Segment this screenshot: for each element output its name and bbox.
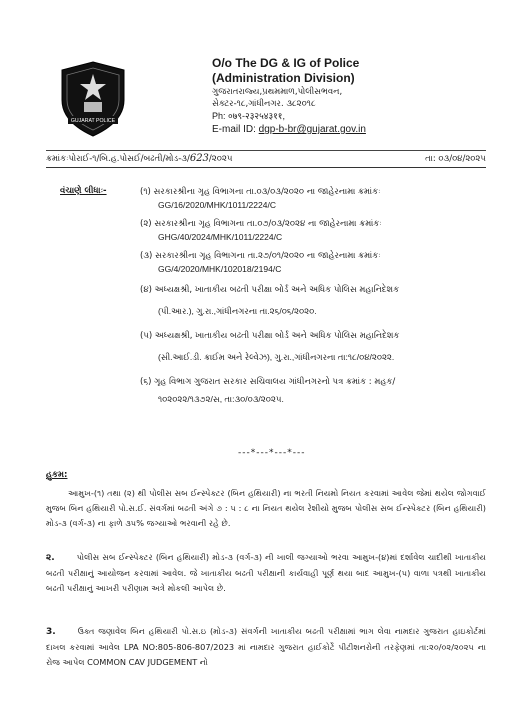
- office-name: O/o The DG & IG of Police: [212, 56, 360, 70]
- email-line: [212, 123, 502, 136]
- reference-item-continuation: ૧૦૨૦૨૨/૧૩૭૨/સ, તા:૩૦/૦૩/૨૦૨૫.: [158, 394, 284, 404]
- references-label: વંચાણે લીધાઃ-: [60, 186, 107, 196]
- reference-item-text: (૪) અધ્યક્ષશ્રી, ખાતાકીય બઢતી પરીક્ષા બોર્ડ અને અધિક પોલિસ મહાનિદેશક: [140, 285, 400, 295]
- divider-top: [46, 150, 486, 151]
- reference-date: તા: ૦૩/૦૪/૨૦૨૫: [425, 154, 486, 164]
- gujarat-police-emblem: [58, 60, 128, 138]
- reference-item-1: [140, 186, 480, 212]
- emblem-text: GUJARAT POLICE: [70, 118, 116, 124]
- reference-item-2: [140, 218, 480, 244]
- paragraph-3-number: 3.: [46, 627, 56, 637]
- paragraph-2-number: ૨.: [46, 553, 55, 563]
- reference-item-text: (૨) સરકારશ્રીના ગૃહ વિભાગના તા.૦૭/૦૩/૨૦૨૪ ના જાહેરનામા ક્રમાંકઃ: [140, 219, 382, 229]
- office-header: [212, 56, 502, 136]
- reference-item-text: (૬) ગૃહ વિભાગ ગુજરાત સરકાર સચિવાલય ગાંધીનગરનો પત્ર ક્રમાંક : મહક/: [140, 377, 396, 387]
- reference-year: /૨૦૨૫: [208, 154, 233, 164]
- reference-item-text: (૫) અધ્યક્ષશ્રી, ખાતાકીય બઢતી પરીક્ષા બોર્ડ અને અધિક પોલિસ મહાનિદેશક: [140, 331, 400, 341]
- order-paragraph-3: [46, 624, 486, 670]
- reference-item-text: (૩) સરકારશ્રીના ગૃહ વિભાગના તા.૨૭/૦૧/૨૦૨૦ ના જાહેરનામા ક્રમાંકઃ: [140, 251, 381, 261]
- order-label: હુકમ:: [46, 470, 68, 480]
- division-name: (Administration Division): [212, 71, 355, 85]
- reference-item-continuation: (સી.આઈ.ડી. ક્રાઈમ અને રેલ્વેઝ), ગુ.રા.,ગાંધીનગરના તા:૧૮/૦૪/૨૦૨૨.: [158, 352, 395, 362]
- address-line-1: ગુજરાતરાજ્ય,પ્રથમમાળ,પોલીસભવન,: [212, 87, 343, 97]
- reference-item-code: GG/16/2020/MHK/1011/2224/C: [158, 200, 276, 210]
- divider-bottom: [46, 167, 486, 168]
- section-separator: ---*---*---*---: [238, 448, 306, 458]
- reference-handwritten-number: 623: [189, 153, 209, 164]
- order-paragraph-1: [46, 486, 486, 531]
- reference-item-code: GG/4/2020/MHK/102018/2194/C: [158, 264, 282, 274]
- reference-item-3: [140, 250, 480, 276]
- paragraph-2-text: પોલીસ સબ ઈન્સ્પેક્ટર (બિન હથિયારી) મોડ-૩ (વર્ગ-૩) ની ખાલી જગ્યાઓ ભરવા આમુખ-(૪)માં દર્શાવેલ ચાદીથી ખાતાકીય બઢતી પરીક્ષાનું આયોજન કરવામાં આવેલ. જે ખાતાકીય બઢતી પરીક્ષાની કાર્યવાહી પૂર્ણ થયા બાદ આમુખ-(૫) વાળા પત્રથી ખાતાકીય બઢતી પરીક્ષાનું આખરી પરીણામ અત્રે મોકલી આપેલ છે.: [46, 552, 486, 593]
- email-label: E-mail ID:: [212, 124, 259, 135]
- reference-number-prefix: ક્રમાંકઃપોરાઈ-૧/બિ.હ.પોસઈ/બઢતી/મોડ-૩/: [46, 154, 190, 164]
- reference-item-4: [140, 284, 480, 318]
- paragraph-1-text: આમુખ-(૧) તથા (૨) થી પોલીસ સબ ઈન્સ્પેક્ટર (બિન હથિયારી) ના ભરતી નિયમો નિયત કરવામાં આવેલ જેમાં થયેલ જોગવાઈ મુજબ બિન હથિયારી પો.સ.ઈ. સંવર્ગમાં બઢતી અંગે ૭ : ૫ : ૮ ના નિયત થયેલ રેશીયો મુજબ પોલીસ સબ ઈન્સ્પેક્ટર (બિન હથિયારી) મોડ-૩ (વર્ગ-૩) ના ફાળે ૩૫% જગ્યાઓ ભરવાની રહે છે.: [46, 488, 486, 528]
- paragraph-3-text: ઉક્ત જણાવેલ બિન હથિયારી પો.સ.ઇ (મોડ-૩) સંવર્ગની ખાતાકીય બઢતી પરીક્ષામાં ભાગ લેવા નામદાર ગુજરાત હાઇકોર્ટમાં દાખલ કરવામાં આવેલ LPA NO:805-806-807/2023 માં નામદાર ગુજરાત હાઈકોર્ટે પીટીશનરોની તરફેણમાં તા:૨૦/૦૨/૨૦૨૫ ના રોજ આપેલ COMMON CAV JUDGEMENT નો: [46, 626, 486, 667]
- reference-number-line: [46, 153, 486, 165]
- reference-item-code: GHG/40/2024/MHK/1011/2224/C: [158, 232, 283, 242]
- reference-item-text: (૧) સરકારશ્રીના ગૃહ વિભાગના તા.૦૩/૦૩/૨૦૨૦ ના જાહેરનામા ક્રમાંકઃ: [140, 187, 381, 197]
- order-paragraph-2: [46, 550, 486, 596]
- address-line-2: સેક્ટર-૧૮,ગાંધીનગર. ૩૮૨૦૧૮: [212, 99, 316, 109]
- reference-item-6: [140, 376, 480, 406]
- phone-number: Ph: ०७९-२३२५४३११,: [212, 111, 285, 121]
- email-address[interactable]: dgp-b-br@gujarat.gov.in: [258, 124, 366, 135]
- police-badge-icon: [58, 60, 128, 138]
- reference-item-continuation: (પી.આર.), ગુ.રા.,ગાંધીનગરના તા.૨૬/૦૬/૨૦૨૦.: [158, 306, 317, 316]
- reference-item-5: [140, 330, 480, 364]
